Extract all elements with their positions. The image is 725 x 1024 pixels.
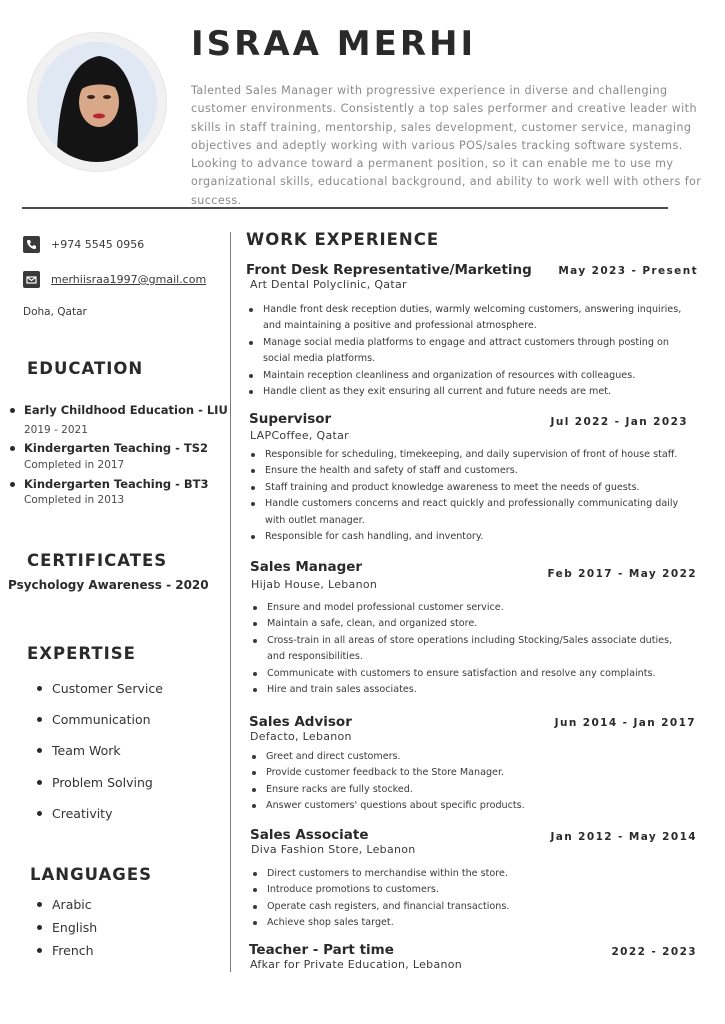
header-divider [22,207,668,209]
duty-item: Manage social media platforms to engage and attract customers through posting on social media platforms. [246,335,696,368]
job-company: Diva Fashion Store, Lebanon [251,843,416,856]
duty-item: Provide customer feedback to the Store Manager. [249,765,689,781]
duty-item: Hire and train sales associates. [250,682,690,698]
job-date: May 2023 - Present [558,265,698,277]
expertise-item [37,681,163,696]
expertise-item [37,806,113,821]
education-item [10,403,228,417]
job-duties [246,302,696,400]
job-company: Art Dental Polyclinic, Qatar [250,278,407,291]
column-divider [230,232,231,972]
education-name: Kindergarten Teaching - TS2 [24,441,209,455]
language-label: English [52,920,98,935]
job-title: Sales Associate [250,827,369,843]
duty-item: Responsible for cash handling, and inventory. [248,529,698,545]
contact-email[interactable] [23,271,206,288]
education-item [10,477,209,491]
language-label: Arabic [52,897,92,912]
bullet-icon [10,446,15,451]
job-duties [248,447,698,545]
bullet-icon [37,686,42,691]
bullet-icon [37,717,42,722]
certificate-item: Psychology Awareness - 2020 [8,578,209,592]
job-title: Teacher - Part time [249,942,394,958]
job-date: Feb 2017 - May 2022 [547,568,697,580]
email-icon [23,271,40,288]
expertise-item [37,775,153,790]
avatar [37,42,157,162]
duty-item: Maintain a safe, clean, and organized store. [250,616,690,632]
education-detail: Completed in 2017 [24,459,125,471]
bullet-icon [10,482,15,487]
expertise-label: Team Work [52,743,121,758]
profile-summary: Talented Sales Manager with progressive experience in diverse and challenging customer environments. Consistently a top sales performer and creative leader with skills in staff training, mentorship, sales development, customer service, managing objectives and adeptly working with various POS/sales tracking software systems. Looking to advance toward a permanent position, so it can enable me to use my organizational skills, educational background, and ability to work well with others for success. [191,84,702,207]
bullet-icon [37,902,42,907]
language-item [37,897,92,912]
language-item [37,943,94,958]
duty-item: Communicate with customers to ensure satisfaction and resolve any complaints. [250,666,690,682]
language-item [37,920,97,935]
duty-item: Handle client as they exit ensuring all current and future needs are met. [246,384,696,400]
education-name: Kindergarten Teaching - BT3 [24,477,209,491]
education-detail: Completed in 2013 [24,494,125,506]
languages-heading: LANGUAGES [30,865,152,884]
bullet-icon [10,408,15,413]
language-label: French [52,943,94,958]
duty-item: Handle front desk reception duties, warmly welcoming customers, answering inquiries, and maintaining a positive and professional atmosphere. [246,302,696,335]
bullet-icon [37,811,42,816]
work-experience-heading: WORK EXPERIENCE [246,230,440,249]
job-company: LAPCoffee, Qatar [250,429,349,442]
job-duties [249,749,689,815]
certificates-heading: CERTIFICATES [27,551,168,570]
duty-item: Operate cash registers, and financial transactions. [250,899,690,915]
expertise-label: Creativity [52,806,113,821]
expertise-label: Problem Solving [52,775,153,790]
location-text: Doha, Qatar [23,306,87,318]
education-name: Early Childhood Education - LIU [24,403,228,417]
duty-item: Maintain reception cleanliness and organization of resources with colleagues. [246,368,696,384]
bullet-icon [37,780,42,785]
duty-item: Ensure the health and safety of staff and customers. [248,463,698,479]
expertise-label: Customer Service [52,681,163,696]
expertise-item [37,743,121,758]
duty-item: Cross-train in all areas of store operations including Stocking/Sales associate duties, and responsibilities. [250,633,690,666]
expertise-item [37,712,151,727]
bullet-icon [37,748,42,753]
duty-item: Ensure racks are fully stocked. [249,782,689,798]
job-date: Jul 2022 - Jan 2023 [550,416,688,428]
profile-photo [28,33,166,171]
duty-item: Greet and direct customers. [249,749,689,765]
job-title: Front Desk Representative/Marketing [246,262,532,278]
job-title: Sales Manager [250,559,363,575]
education-heading: EDUCATION [27,359,144,378]
portrait-image [37,42,157,162]
job-company: Hijab House, Lebanon [251,578,378,591]
duty-item: Responsible for scheduling, timekeeping, and daily supervision of front of house staff. [248,447,698,463]
job-company: Defacto, Lebanon [250,730,352,743]
duty-item: Introduce promotions to customers. [250,882,690,898]
job-duties [250,600,690,698]
job-title: Sales Advisor [249,714,352,730]
job-date: Jan 2012 - May 2014 [550,831,697,843]
duty-item: Achieve shop sales target. [250,915,690,931]
job-date: Jun 2014 - Jan 2017 [554,717,696,729]
job-company: Afkar for Private Education, Lebanon [250,958,463,971]
duty-item: Staff training and product knowledge awareness to meet the needs of guests. [248,480,698,496]
expertise-label: Communication [52,712,151,727]
education-detail: 2019 - 2021 [24,424,88,436]
contact-phone [23,236,144,253]
duty-item: Handle customers concerns and react quickly and professionally communicating daily with outlet manager. [248,496,698,529]
bullet-icon [37,925,42,930]
email-link[interactable]: merhiisraa1997@gmail.com [51,273,207,286]
education-item [10,441,208,455]
job-date: 2022 - 2023 [611,946,697,958]
phone-icon [23,236,40,253]
phone-number: +974 5545 0956 [51,238,145,251]
job-duties [250,866,690,932]
duty-item: Answer customers' questions about specific products. [249,798,689,814]
duty-item: Direct customers to merchandise within the store. [250,866,690,882]
expertise-heading: EXPERTISE [27,644,136,663]
bullet-icon [37,948,42,953]
job-title: Supervisor [249,411,332,427]
candidate-name: ISRAA MERHI [191,24,477,64]
duty-item: Ensure and model professional customer service. [250,600,690,616]
